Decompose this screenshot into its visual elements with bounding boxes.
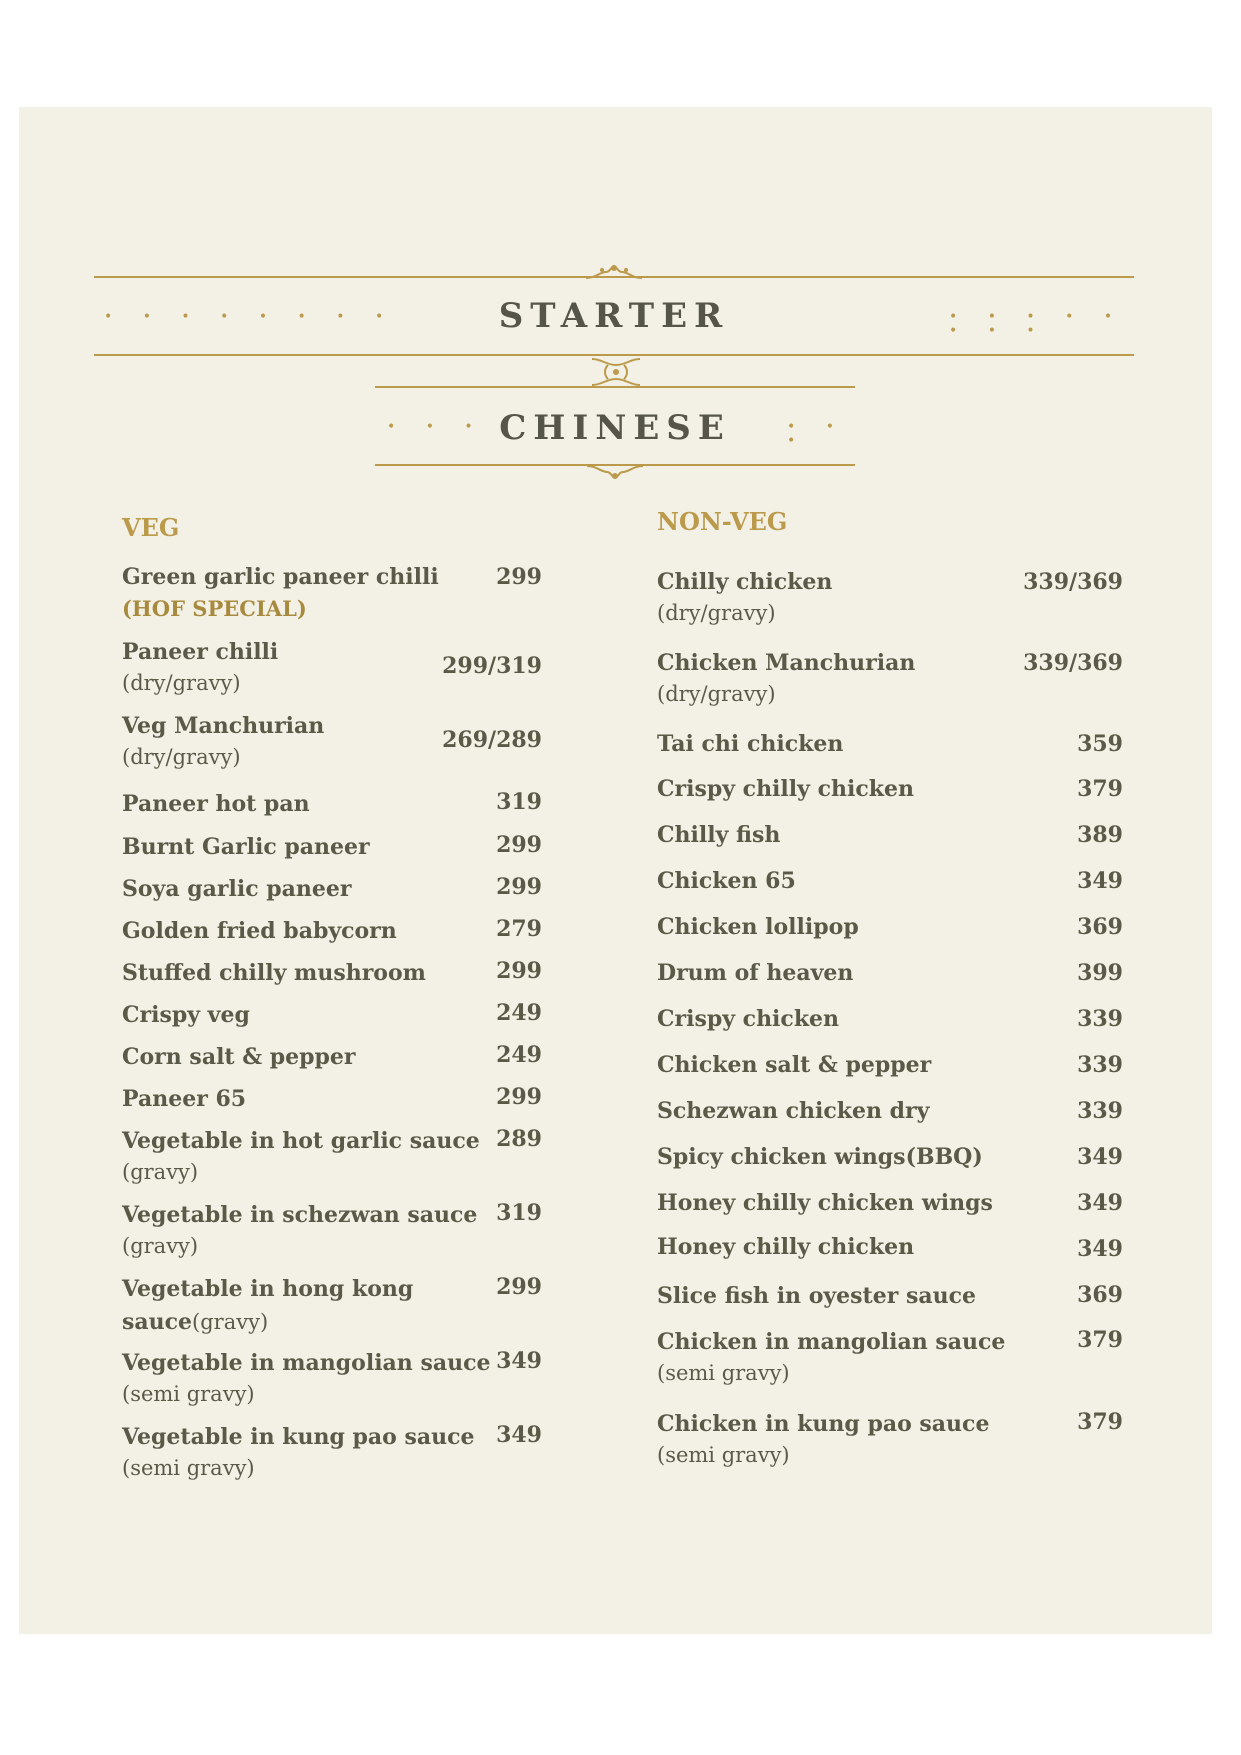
- item-price: 249: [496, 1042, 542, 1068]
- menu-item: Vegetable in kung pao sauce (semi gravy): [122, 1424, 475, 1480]
- item-price: 369: [1077, 1282, 1123, 1308]
- menu-item: Golden fried babycorn: [122, 918, 397, 944]
- menu-item: Tai chi chicken: [657, 731, 844, 757]
- item-price: 359: [1077, 731, 1123, 757]
- veg-column: [122, 500, 542, 1490]
- menu-item: Chicken in mangolian sauce (semi gravy): [657, 1329, 1006, 1385]
- nonveg-column: [657, 500, 1123, 1490]
- item-price: 349: [1077, 868, 1123, 894]
- item-price: 349: [1077, 1236, 1123, 1262]
- item-price: 379: [1077, 1409, 1123, 1435]
- menu-item: Vegetable in hot garlic sauce (gravy): [122, 1128, 480, 1184]
- menu-item: Burnt Garlic paneer: [122, 834, 370, 860]
- menu-item: Drum of heaven: [657, 960, 854, 986]
- item-price: 379: [1077, 1327, 1123, 1353]
- menu-item: Chicken 65: [657, 868, 796, 894]
- item-price: 299: [496, 1084, 542, 1110]
- menu-item: Chicken in kung pao sauce (semi gravy): [657, 1411, 990, 1467]
- item-price: 299: [496, 958, 542, 984]
- item-price: 369: [1077, 914, 1123, 940]
- item-price: 299: [496, 1274, 542, 1300]
- menu-item: Chilly fish: [657, 822, 781, 848]
- menu-item: Chilly chicken (dry/gravy): [657, 569, 833, 625]
- menu-item: Crispy chicken: [657, 1006, 840, 1032]
- menu-item: Soya garlic paneer: [122, 876, 352, 902]
- item-price: 269/289: [442, 727, 542, 753]
- item-price: 299/319: [442, 653, 542, 679]
- menu-item: Spicy chicken wings(BBQ): [657, 1144, 983, 1170]
- item-price: 339: [1077, 1052, 1123, 1078]
- item-price: 289: [496, 1126, 542, 1152]
- item-price: 319: [496, 789, 542, 815]
- chinese-dots-right: • • •: [787, 419, 847, 449]
- veg-label: VEG: [122, 513, 180, 542]
- starter-dots-left: • • • • • • • •: [104, 309, 397, 325]
- item-price: 279: [496, 916, 542, 942]
- item-price: 339/369: [1023, 650, 1123, 676]
- menu-item: Honey chilly chicken: [657, 1234, 915, 1260]
- menu-item: Paneer chilli (dry/gravy): [122, 639, 279, 695]
- item-price: 349: [496, 1348, 542, 1374]
- menu-item: Schezwan chicken dry: [657, 1098, 930, 1124]
- item-price: 299: [496, 874, 542, 900]
- menu-item: Crispy veg: [122, 1002, 250, 1028]
- menu-item: Vegetable in hong kong sauce(gravy): [122, 1276, 414, 1335]
- item-price: 299: [496, 832, 542, 858]
- item-price: 249: [496, 1000, 542, 1026]
- menu-item: Vegetable in mangolian sauce (semi gravy): [122, 1350, 491, 1406]
- item-price: 379: [1077, 776, 1123, 802]
- starter-header: [94, 264, 1134, 360]
- menu-item: Chicken lollipop: [657, 914, 859, 940]
- hof-special-badge: (HOF SPECIAL): [122, 596, 307, 621]
- menu-item: Veg Manchurian (dry/gravy): [122, 713, 325, 769]
- menu-item: Paneer 65: [122, 1086, 247, 1112]
- item-price: 389: [1077, 822, 1123, 848]
- bottom-ornament-icon: [583, 464, 647, 480]
- item-price: 319: [496, 1200, 542, 1226]
- menu-item: Green garlic paneer chilli (HOF SPECIAL): [122, 561, 439, 624]
- menu-item: Honey chilly chicken wings: [657, 1190, 993, 1216]
- item-price: 339: [1077, 1098, 1123, 1124]
- menu-item: Corn salt & pepper: [122, 1044, 356, 1070]
- item-price: 339/369: [1023, 569, 1123, 595]
- menu-item: Chicken salt & pepper: [657, 1052, 932, 1078]
- starter-title: STARTER: [498, 296, 730, 336]
- nonveg-label: NON-VEG: [657, 507, 788, 536]
- item-price: 349: [1077, 1144, 1123, 1170]
- starter-dots-right: • • • • • • • •: [949, 309, 1126, 339]
- menu-item: Stuffed chilly mushroom: [122, 960, 426, 986]
- menu-item: Chicken Manchurian (dry/gravy): [657, 650, 916, 706]
- menu-item: Crispy chilly chicken: [657, 776, 914, 802]
- item-price: 349: [496, 1422, 542, 1448]
- chinese-dots-left: • • •: [387, 419, 486, 435]
- item-price: 339: [1077, 1006, 1123, 1032]
- chinese-title: CHINESE: [499, 408, 731, 448]
- menu-item: Vegetable in schezwan sauce (gravy): [122, 1202, 478, 1258]
- chinese-header: [375, 384, 855, 476]
- item-price: 349: [1077, 1190, 1123, 1216]
- item-price: 299: [496, 564, 542, 590]
- item-price: 399: [1077, 960, 1123, 986]
- menu-item: Paneer hot pan: [122, 791, 310, 817]
- menu-item: Slice fish in oyester sauce: [657, 1283, 976, 1309]
